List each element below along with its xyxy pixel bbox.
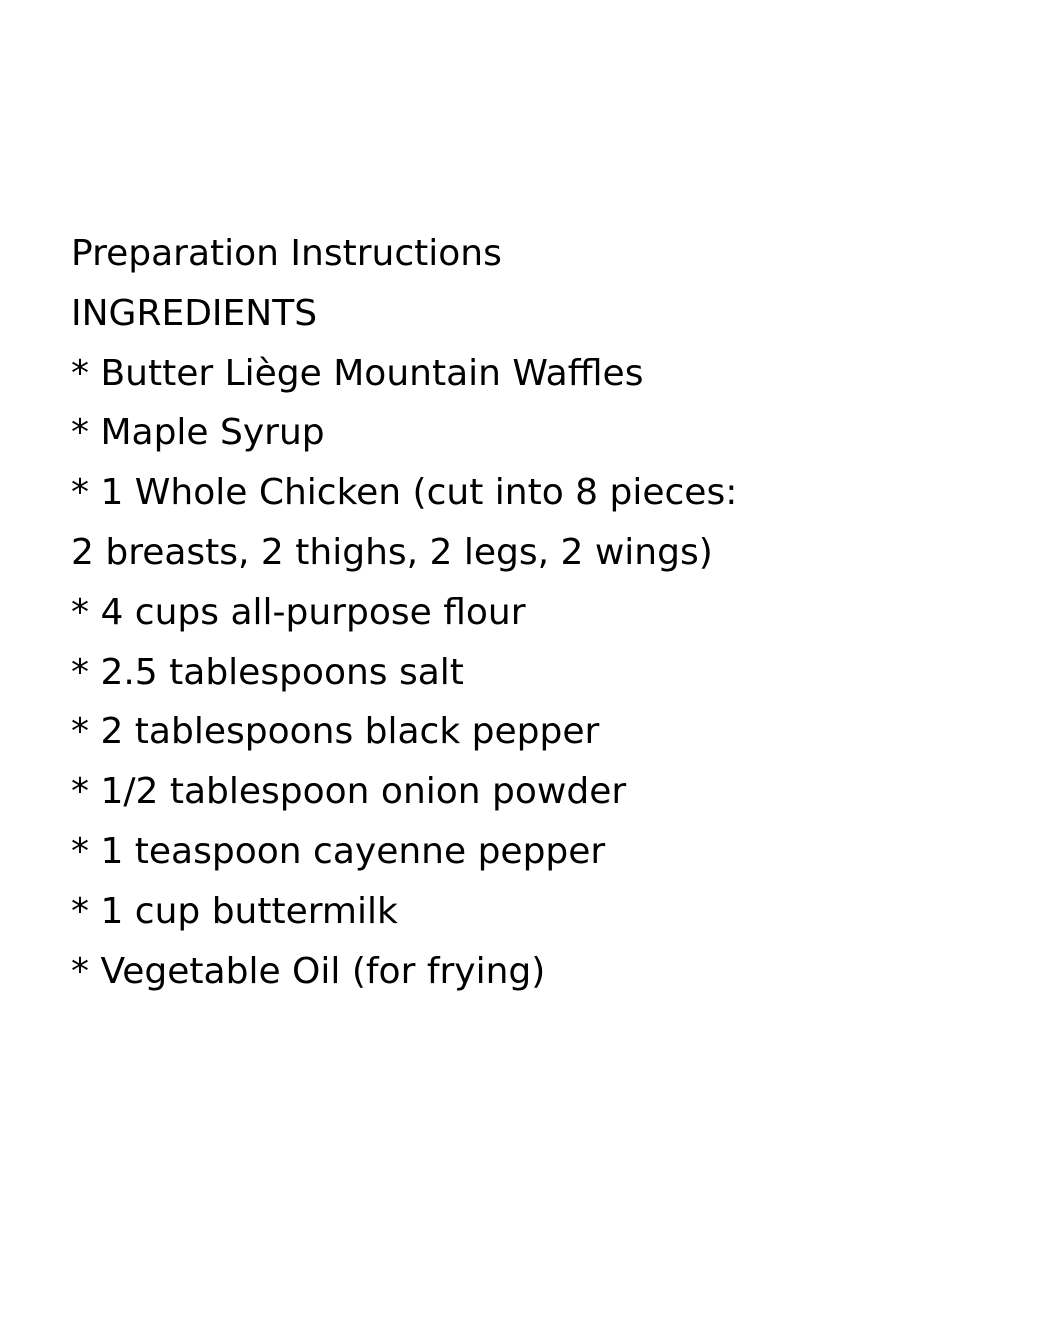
document-title: Preparation Instructions [71,233,502,274]
ingredient-line: * 1/2 tablespoon onion powder [71,771,627,813]
ingredient-line: * Butter Liège Mountain Waffles [71,352,644,394]
ingredient-line: * 2.5 tablespoons salt [71,651,464,693]
ingredient-line: * 1 cup buttermilk [71,890,398,932]
section-heading-ingredients: INGREDIENTS [71,292,318,334]
ingredient-line: * Vegetable Oil (for frying) [71,950,546,992]
ingredient-line: * Maple Syrup [71,412,325,454]
ingredient-line: * 2 tablespoons black pepper [71,711,600,753]
ingredient-line-continuation: 2 breasts, 2 thighs, 2 legs, 2 wings) [71,531,713,573]
recipe-document [71,224,1011,1001]
ingredient-line: * 4 cups all-purpose flour [71,591,526,633]
ingredient-line: * 1 teaspoon cayenne pepper [71,830,606,872]
ingredient-line: * 1 Whole Chicken (cut into 8 pieces: [71,472,738,514]
